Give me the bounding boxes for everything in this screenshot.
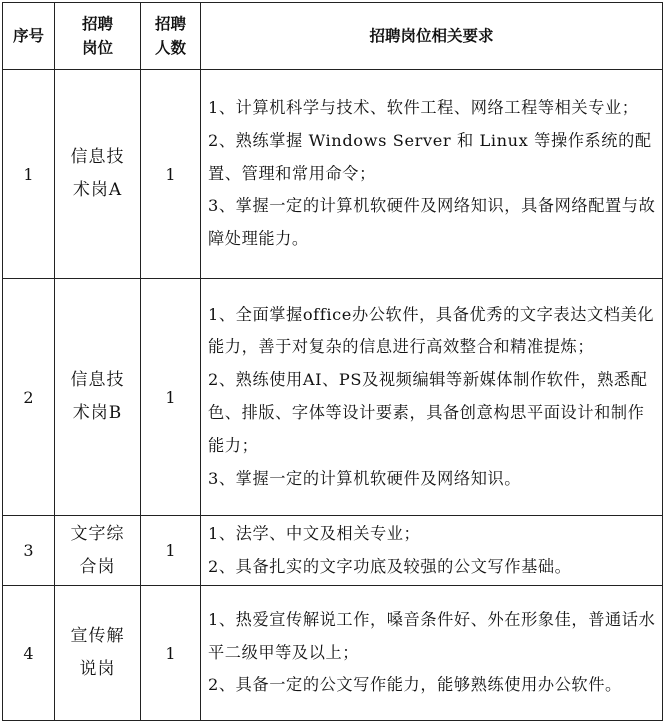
header-position [55,3,141,70]
header-seq: 序号 [3,3,55,70]
requirement-item: 3、掌握一定的计算机软硬件及网络知识。 [208,468,522,488]
requirement-item: 3、掌握一定的计算机软硬件及网络知识，具备网络配置与故障处理能力。 [208,196,656,249]
table-row [3,516,663,586]
header-count [141,3,201,70]
row-requirements [201,279,663,516]
requirement-item: 2、具备扎实的文字功底及较强的公文写作基础。 [208,556,572,576]
row-seq: 2 [3,279,55,516]
requirement-item: 1、计算机科学与技术、软件工程、网络工程等相关专业； [208,98,639,117]
row-position [55,279,141,516]
requirement-item: 2、熟练使用AI、PS及视频编辑等新媒体制作软件，熟悉配色、排版、字体等设计要素，具备创意构思平面设计和制作能力； [208,370,648,455]
recruitment-table [2,2,663,721]
table-row [3,279,663,516]
position-line-1: 宣传解 [70,626,125,646]
header-requirements: 招聘岗位相关要求 [201,3,663,70]
row-position [55,586,141,721]
row-position [55,516,141,586]
row-seq: 3 [3,516,55,586]
header-position-line-1: 招聘 [81,15,113,33]
header-row [3,3,663,70]
row-count: 1 [141,516,201,586]
position-line-2: 说岗 [79,659,116,679]
position-line-2: 术岗B [72,403,123,423]
requirement-item: 1、热爱宣传解说工作，嗓音条件好、外在形象佳，普通话水平二级甲等及以上； [208,609,656,662]
table-row [3,70,663,279]
requirement-item: 2、熟练掌握 Windows Server 和 Linux 等操作系统的配置、管理和常用命令； [208,130,652,183]
position-line-1: 信息技 [70,147,125,167]
row-requirements [201,516,663,586]
row-count: 1 [141,279,201,516]
table-row [3,586,663,721]
header-count-line-1: 招聘 [154,15,186,33]
requirement-item: 1、全面掌握office办公软件，具备优秀的文字表达文档美化能力，善于对复杂的信息进行高效整合和精准提炼； [208,304,655,357]
header-count-line-2: 人数 [154,39,186,57]
position-line-2: 合岗 [79,556,116,577]
position-line-1: 信息技 [70,370,125,390]
row-requirements [201,586,663,721]
requirement-item: 2、具备一定的公文写作能力，能够熟练使用办公软件。 [208,675,622,695]
row-seq: 4 [3,586,55,721]
position-line-1: 文字综 [70,523,125,544]
row-count: 1 [141,70,201,279]
row-position [55,70,141,279]
row-seq: 1 [3,70,55,279]
row-count: 1 [141,586,201,721]
header-position-line-2: 岗位 [81,39,113,57]
row-requirements [201,70,663,279]
position-line-2: 术岗A [72,180,123,200]
requirement-item: 1、法学、中文及相关专业； [208,523,421,543]
